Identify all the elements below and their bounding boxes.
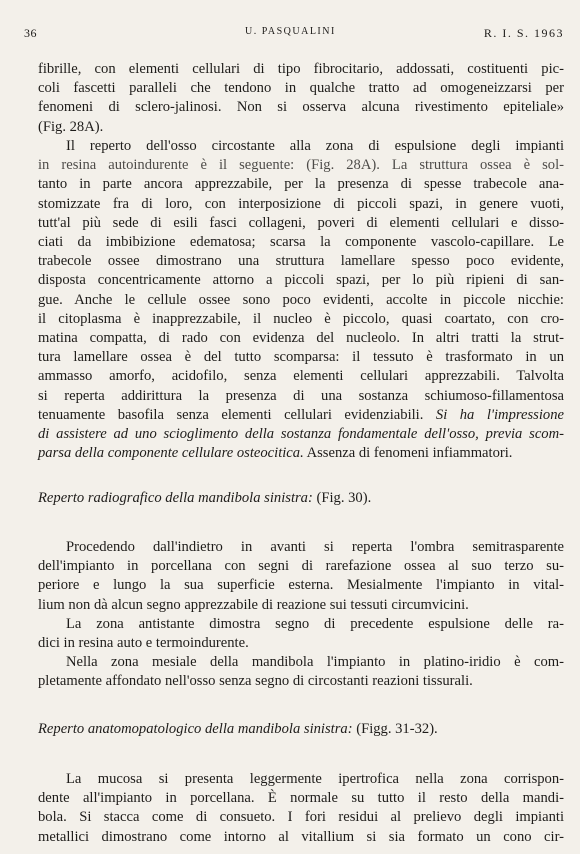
text-line: tura lamellare ossea è del tutto scomparsa: il tessuto è trasformato in un bbox=[38, 349, 564, 366]
text-line: stomizzate fra di loro, con interposizione di piccoli spazi, in genere vuoti, bbox=[38, 195, 564, 212]
paragraph-anatomopathological bbox=[38, 770, 564, 847]
heading-italic: Reperto anatomopatologico della mandibola sinistra: bbox=[38, 721, 353, 737]
text-line: periore e lungo la sua superficie esterna. Mesialmente l'impianto in vital- bbox=[38, 577, 564, 594]
text-line bbox=[38, 444, 564, 463]
text-line: matina compatta, di rado con evidenza del nucleolo. In altri tratti la strut- bbox=[38, 330, 564, 347]
running-journal: R. I. S. 1963 bbox=[483, 26, 564, 40]
running-author: U. PASQUALINI bbox=[245, 26, 336, 37]
text-line: disposta concentricamente attorno a piccoli spazi, per lo più ripieni di san- bbox=[38, 272, 564, 289]
text-line: dici in resina auto e termoindurente. bbox=[38, 635, 249, 652]
text-line: metallici dimostrano come intorno al vitallium si sia formato un cono cir- bbox=[38, 828, 564, 845]
heading-figure-ref: (Fig. 30). bbox=[316, 490, 372, 506]
text-line: trabecole ossee dimostrano una struttura lamellare spesso poco evidente, bbox=[38, 253, 564, 270]
text-line: bola. Si stacca come di consueto. I fori residui al prelievo degli impianti bbox=[38, 809, 564, 826]
text-line: Il reperto dell'osso circostante alla zona di espulsione degli impianti bbox=[66, 138, 564, 154]
page-number: 36 bbox=[24, 26, 37, 40]
text-line: fibrille, con elementi cellulari di tipo fibrocitario, addossati, costituenti pic- bbox=[38, 61, 564, 77]
paragraph-mesial-zone bbox=[38, 653, 564, 691]
text-line: Nella zona mesiale della mandibola l'impianto in platino-iridio è com- bbox=[66, 654, 564, 670]
italic-segment: parsa della componente cellulare osteocitica. bbox=[38, 445, 304, 462]
text-line: lium non dà alcun segno apprezzabile di reazione sui tessuti circumvicini. bbox=[38, 596, 469, 613]
text-line: coli fascetti paralleli che tendono in qualche tratto ad omogeneizzarsi per bbox=[38, 80, 564, 97]
text-line: tanto in parte ancora apprezzabile, per la presenza di spesse trabecole ana- bbox=[38, 176, 564, 193]
paragraph-bone-findings bbox=[38, 137, 564, 463]
paragraph-continuation bbox=[38, 60, 564, 137]
text-line: La zona antistante dimostra segno di precedente espulsione delle ra- bbox=[66, 616, 564, 632]
text-line: Procedendo dall'indietro in avanti si reperta l'ombra semitrasparente bbox=[66, 539, 564, 555]
text-line: (Fig. 28A). bbox=[38, 118, 104, 135]
text-segment: tenuamente basofila senza elementi cellulari evidenziabili. bbox=[38, 406, 424, 423]
section-heading-anatomopathological bbox=[38, 720, 564, 739]
running-header bbox=[0, 26, 580, 44]
text-line: ammasso amorfo, acidofilo, senza elementi cellulari apprezzabili. Talvolta bbox=[38, 368, 564, 385]
text-line: fenomeni di sclero-jalinosi. Non si osserva alcuna rivestimento epiteliale» bbox=[38, 99, 564, 116]
text-line: in resina autoindurente è il seguente: (Fig. 28A). La struttura ossea è sol- bbox=[38, 157, 564, 174]
text-line: dell'impianto in porcellana con segni di rarefazione ossea al suo terzo su- bbox=[38, 558, 564, 575]
paragraph-anterior-zone bbox=[38, 615, 564, 653]
text-line: dente all'impianto in porcellana. È normale su tutto il resto della mandi- bbox=[38, 790, 564, 807]
section-heading-radiographic bbox=[38, 489, 564, 508]
text-line: ciati da imbibizione edematosa; scarsa la componente vascolo-capillare. Le bbox=[38, 234, 564, 251]
italic-line: di assistere ad uno scioglimento della sostanza fondamentale dell'osso, previa scom- bbox=[38, 426, 564, 443]
text-segment: Assenza di fenomeni infiammatori. bbox=[306, 445, 513, 462]
text-line: gue. Anche le cellule ossee sono poco evidenti, accolte in piccole nicchie: bbox=[38, 291, 564, 308]
text-line: il citoplasma è inapprezzabile, il nucleo è piccolo, quasi coartato, con cro- bbox=[38, 310, 564, 327]
text-line: pletamente affondato nell'osso senza segno di circostanti reazioni tissurali. bbox=[38, 673, 473, 690]
heading-figure-ref: (Figg. 31-32). bbox=[356, 721, 438, 737]
italic-segment: Si ha l'impressione bbox=[435, 406, 564, 423]
paragraph-radiographic bbox=[38, 538, 564, 615]
text-line: si reperta addirittura la presenza di una sostanza schiumoso-fillamentosa bbox=[38, 387, 564, 404]
text-line bbox=[38, 406, 564, 425]
heading-italic: Reperto radiografico della mandibola sinistra: bbox=[38, 490, 313, 506]
text-line: tutt'al più sede di esili fasci collageni, poveri di elementi cellulari e disso- bbox=[38, 214, 564, 231]
text-line: La mucosa si presenta leggermente ipertrofica nella zona corrispon- bbox=[66, 771, 564, 787]
